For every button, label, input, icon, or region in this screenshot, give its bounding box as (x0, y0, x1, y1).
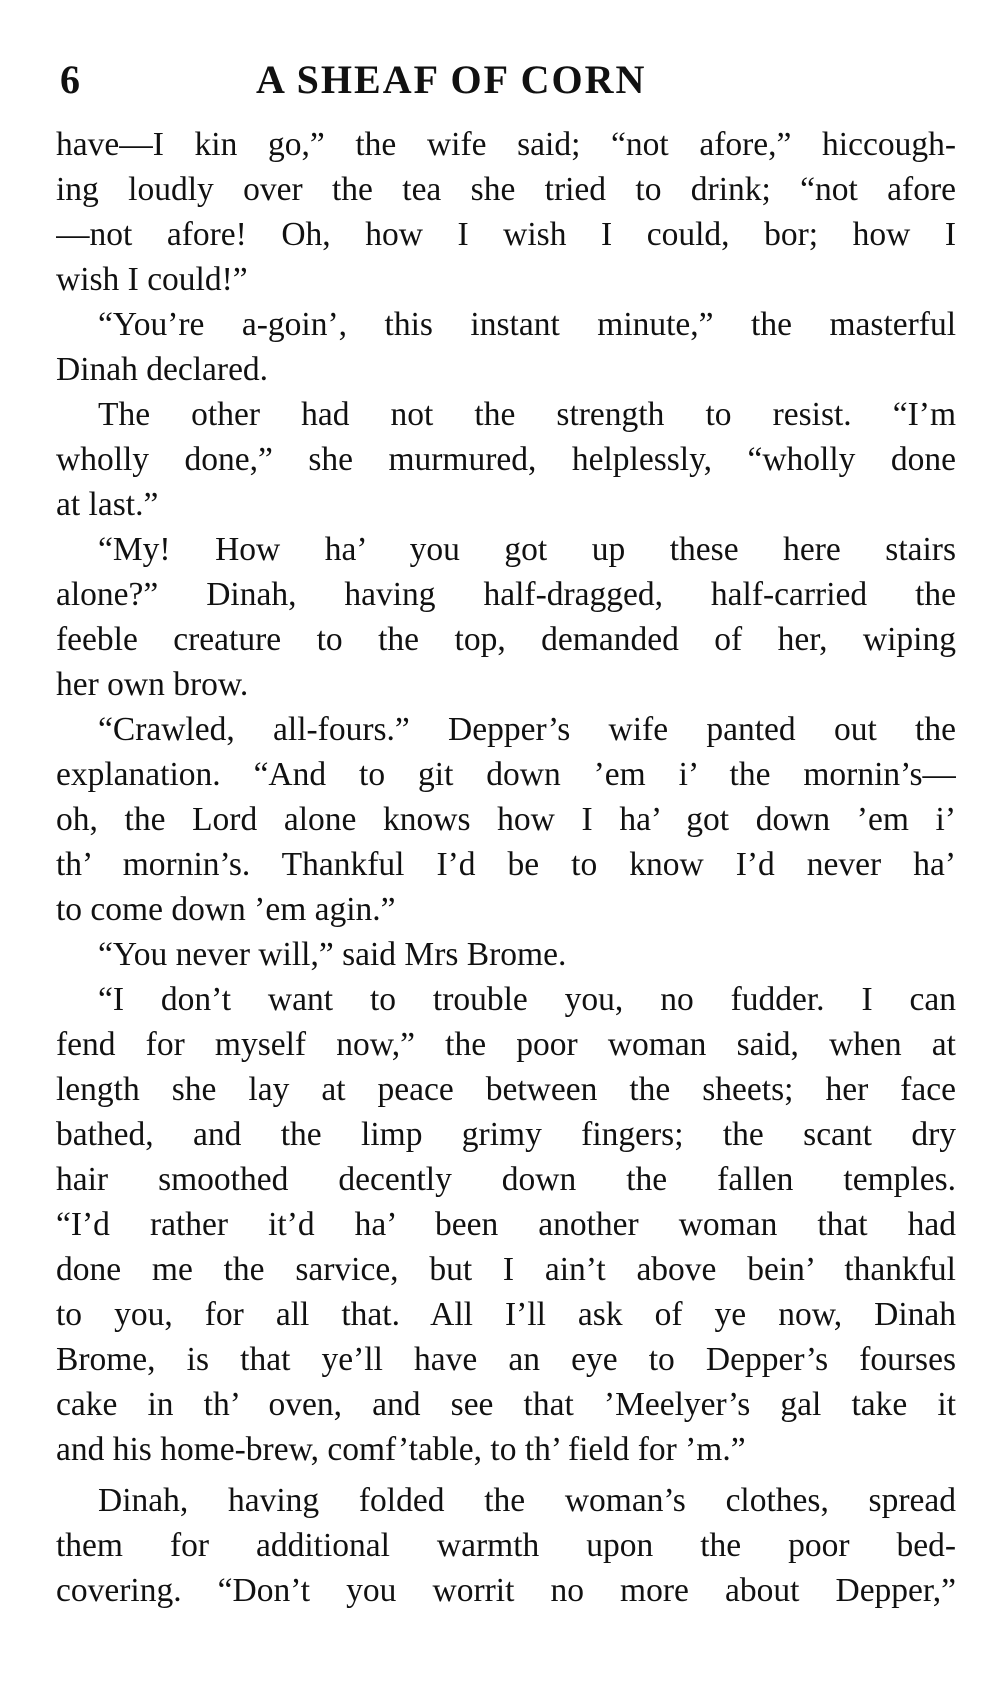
page-header (56, 52, 956, 108)
text-line: “You’re a-goin’, this instant minute,” the masterful (98, 306, 956, 343)
text-line: —not afore! Oh, how I wish I could, bor; how I (56, 216, 956, 253)
text-line: covering. “Don’t you worrit no more about Depper,” (56, 1572, 956, 1609)
text-line: The other had not the strength to resist. “I’m (98, 396, 956, 433)
text-line: “I don’t want to trouble you, no fudder. I can (98, 981, 956, 1018)
text-line: bathed, and the limp grimy fingers; the scant dry (56, 1116, 956, 1153)
paragraph (56, 392, 956, 527)
text-line: Brome, is that ye’ll have an eye to Depper’s fourses (56, 1341, 956, 1378)
text-line: “You never will,” said Mrs Brome. (98, 936, 567, 973)
text-line: wholly done,” she murmured, helplessly, “wholly done (56, 441, 956, 478)
text-line: “I’d rather it’d ha’ been another woman that had (56, 1206, 956, 1243)
paragraph (56, 122, 956, 302)
text-line: “My! How ha’ you got up these here stairs (98, 531, 956, 568)
paragraph (56, 1478, 956, 1613)
page-number: 6 (60, 57, 80, 102)
paragraph (56, 707, 956, 932)
paragraph (56, 977, 956, 1472)
text-line: her own brow. (56, 666, 249, 703)
text-line: have—I kin go,” the wife said; “not afore,” hiccough- (56, 126, 956, 163)
text-line: Dinah, having folded the woman’s clothes, spread (98, 1482, 956, 1519)
paragraph (56, 302, 956, 392)
text-line: oh, the Lord alone knows how I ha’ got down ’em i’ (56, 801, 956, 838)
paragraph (56, 932, 956, 977)
body-text (56, 122, 956, 1613)
text-line: wish I could!” (56, 261, 248, 298)
running-title: A SHEAF OF CORN (256, 57, 647, 102)
text-line: at last.” (56, 486, 159, 523)
text-line: and his home-brew, comf’table, to th’ field for ’m.” (56, 1431, 746, 1468)
text-line: cake in th’ oven, and see that ’Meelyer’s gal take it (56, 1386, 956, 1423)
text-line: “Crawled, all-fours.” Depper’s wife panted out the (98, 711, 956, 748)
text-line: alone?” Dinah, having half-dragged, half-carried the (56, 576, 956, 613)
text-line: feeble creature to the top, demanded of her, wiping (56, 621, 956, 658)
text-line: done me the sarvice, but I ain’t above bein’ thankful (56, 1251, 956, 1288)
text-line: fend for myself now,” the poor woman said, when at (56, 1026, 956, 1063)
text-line: to you, for all that. All I’ll ask of ye now, Dinah (56, 1296, 956, 1333)
text-line: th’ mornin’s. Thankful I’d be to know I’d never ha’ (56, 846, 956, 883)
book-page (56, 52, 956, 1613)
text-line: explanation. “And to git down ’em i’ the mornin’s— (56, 756, 956, 793)
paragraph (56, 527, 956, 707)
text-line: length she lay at peace between the sheets; her face (56, 1071, 956, 1108)
text-line: them for additional warmth upon the poor bed- (56, 1527, 956, 1564)
text-line: hair smoothed decently down the fallen temples. (56, 1161, 956, 1198)
text-line: to come down ’em agin.” (56, 891, 396, 928)
text-line: ing loudly over the tea she tried to drink; “not afore (56, 171, 956, 208)
text-line: Dinah declared. (56, 351, 269, 388)
